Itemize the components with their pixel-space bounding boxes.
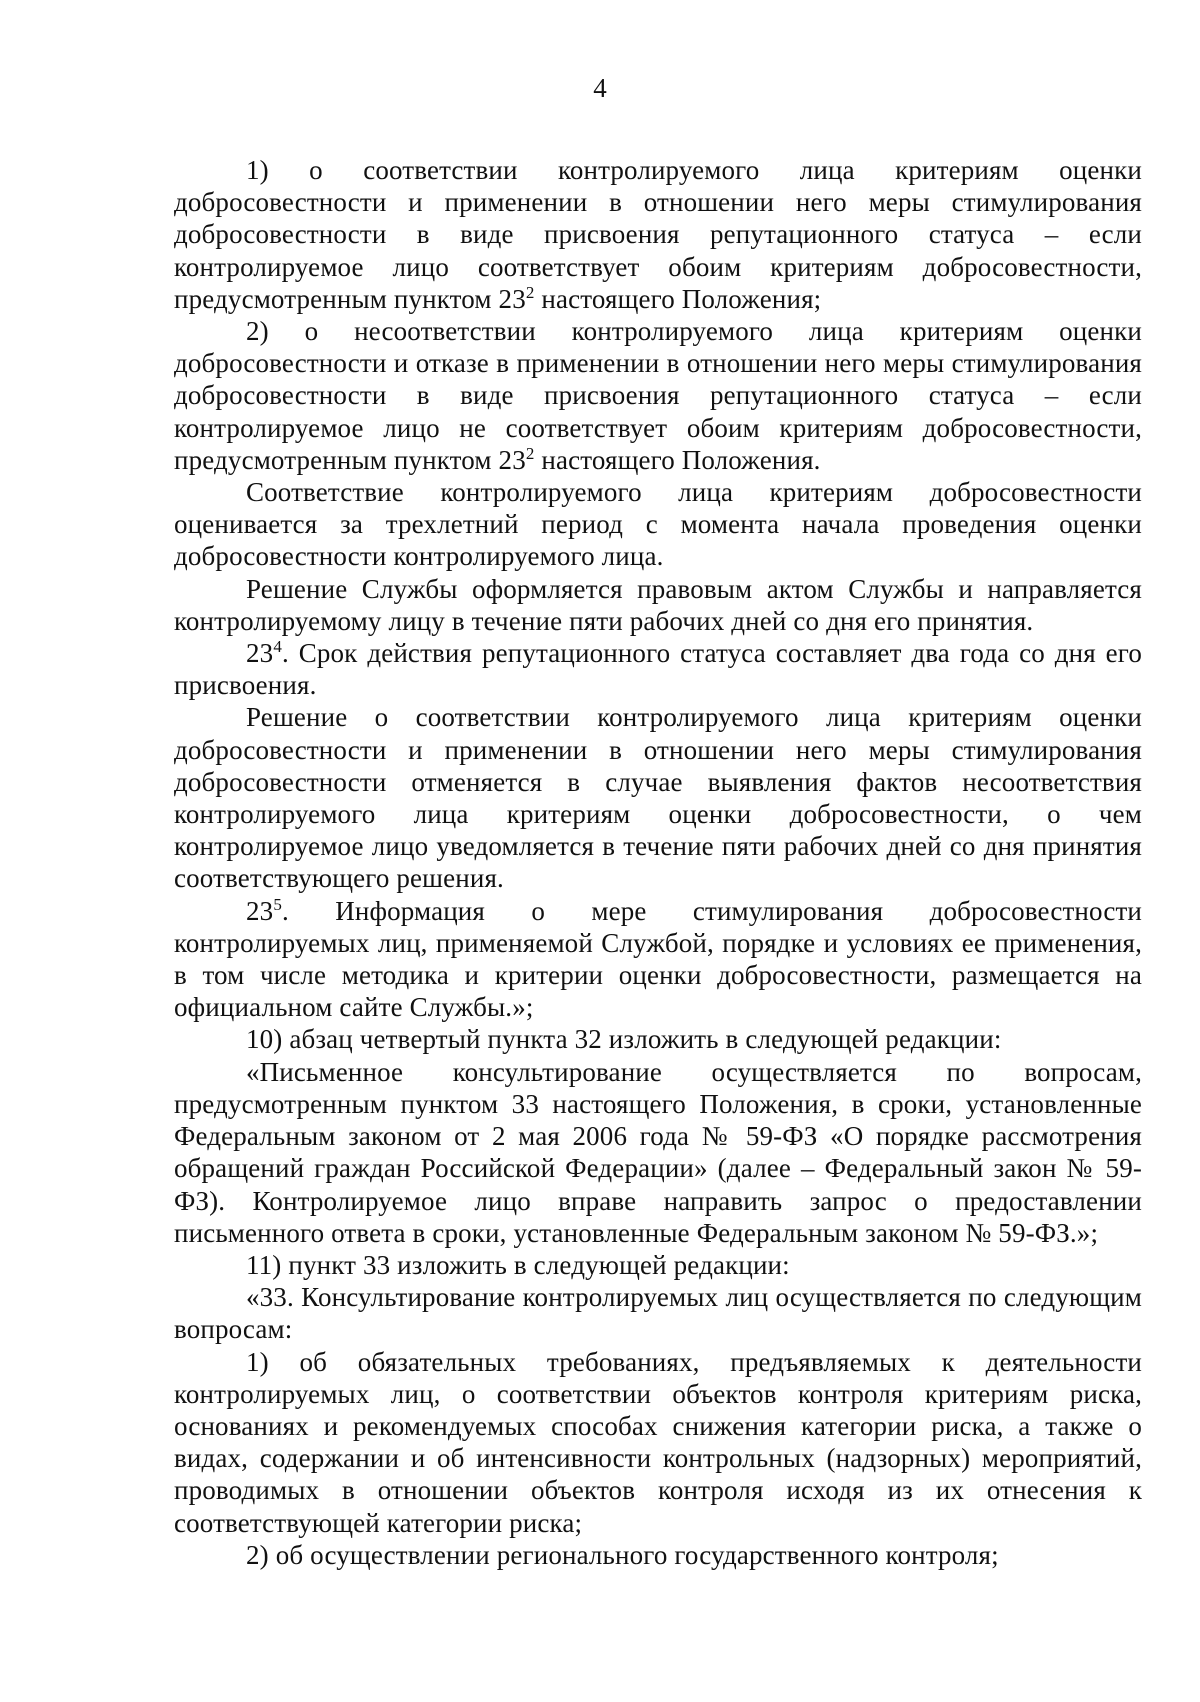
- page-number: 4: [593, 73, 607, 103]
- paragraph-amendment-10: 10) абзац четвертый пункта 32 изложить в следующей редакции:: [246, 1024, 1002, 1055]
- paragraph-amendment-11: 11) пункт 33 изложить в следующей редакции:: [246, 1249, 790, 1280]
- paragraph-item-2: 2) о несоответствии контролируемого лица критериям оценки добросовестности и отказе в применении в отношении него меры стимулирования добросовестности в виде присвоения репутационного статуса – если контролируемое лицо не соответствует обоим критериям добросовестности, предусмотренным пунктом $23^2$ настоящего Положения.: [174, 316, 1142, 475]
- paragraph-written-consultation: «Письменное консультирование осуществляется по вопросам, предусмотренным пунктом 33 настоящего Положения, в сроки, установленные Федеральным законом от 2 мая 2006 года № 59-ФЗ «О порядке рассмотрения обращений граждан Российской Федерации» (далее – Федеральный закон № 59-ФЗ). Контролируемое лицо вправе направить запрос о предоставлении письменного ответа в сроки, установленные Федеральным законом № 59-ФЗ.»;: [174, 1056, 1142, 1248]
- paragraph-service-decision: Решение Службы оформляется правовым актом Службы и направляется контролируемому лицу в течение пяти рабочих дней со дня его принятия.: [174, 573, 1142, 636]
- paragraph-clause-33-item-1: 1) об обязательных требованиях, предъявляемых к деятельности контролируемых лиц, о соответствии объектов контроля критериям риска, основаниях и рекомендуемых способах снижения категории риска, а также о видах, содержании и об интенсивности контрольных (надзорных) мероприятий, проводимых в отношении объектов контроля исходя из их отнесения к соответствующей категории риска;: [174, 1346, 1142, 1538]
- paragraph-decision-cancel: Решение о соответствии контролируемого лица критериям оценки добросовестности и применении в отношении него меры стимулирования добросовестности отменяется в случае выявления фактов несоответствия контролируемого лица критериям оценки добросовестности, о чем контролируемое лицо уведомляется в течение пяти рабочих дней со дня принятия соответствующего решения.: [174, 702, 1142, 894]
- document-body: [174, 154, 1142, 1571]
- paragraph-clause-23-5: $23^5$. Информация о мере стимулирования добросовестности контролируемых лиц, применяемой Службой, порядке и условиях ее применения, в том числе методика и критерии оценки добросовестности, размещается на официальном сайте Службы.»;: [174, 894, 1142, 1023]
- paragraph-clause-23-4: $23^4$. Срок действия репутационного статуса составляет два года со дня его присвоения.: [174, 637, 1142, 701]
- paragraph-item-1: 1) о соответствии контролируемого лица критериям оценки добросовестности и применении в отношении него меры стимулирования добросовестности в виде присвоения репутационного статуса – если контролируемое лицо соответствует обоим критериям добросовестности, предусмотренным пунктом $23^2$ настоящего Положения;: [174, 155, 1142, 314]
- paragraph-clause-33-item-2: 2) об осуществлении регионального государственного контроля;: [246, 1539, 999, 1570]
- paragraph-clause-33: «33. Консультирование контролируемых лиц осуществляется по следующим вопросам:: [174, 1282, 1142, 1345]
- paragraph-assessment-period: Соответствие контролируемого лица критериям добросовестности оценивается за трехлетний период с момента начала проведения оценки добросовестности контролируемого лица.: [174, 477, 1142, 572]
